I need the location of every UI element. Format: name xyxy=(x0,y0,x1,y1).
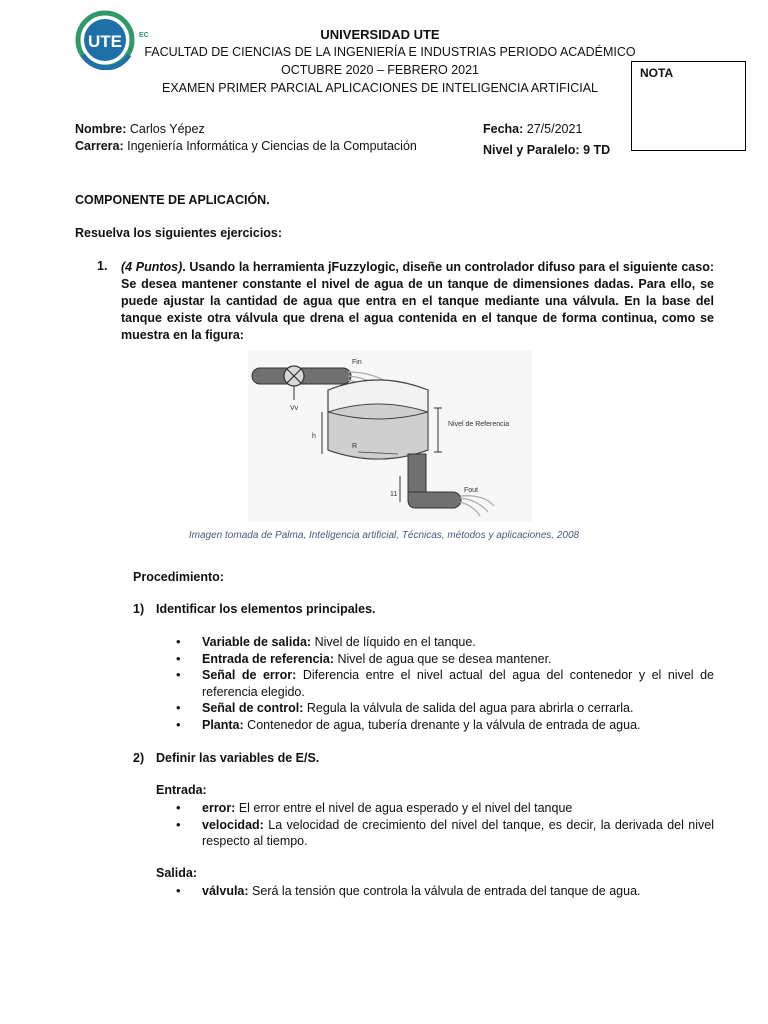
list-item: • velocidad: La velocidad de crecimiento del nivel del tanque, es decir, la derivada del nivel respecto al tiempo. xyxy=(176,817,714,850)
faculty-line: FACULTAD DE CIENCIAS DE LA INGENIERÍA E INDUSTRIAS PERIODO ACADÉMICO xyxy=(144,45,636,59)
step1-list xyxy=(176,634,714,733)
period-line: OCTUBRE 2020 – FEBRERO 2021 xyxy=(281,63,479,77)
nota-label: NOTA xyxy=(640,66,674,80)
vv-label: Vv xyxy=(290,405,299,412)
career-label: Carrera: xyxy=(75,139,124,153)
list-item: • Señal de error: Diferencia entre el nivel actual del agua del contenedor y el nivel de referencia elegido. xyxy=(176,667,714,700)
outlet-pipe-vertical xyxy=(408,454,426,498)
exercise-paragraph xyxy=(121,259,714,344)
instruction-text: Resuelva los siguientes ejercicios: xyxy=(75,226,283,240)
list-item: • Planta: Contenedor de agua, tubería drenante y la válvula de entrada de agua. xyxy=(176,717,714,734)
logo-suffix: EC xyxy=(139,32,149,39)
exercise-points: (4 Puntos) xyxy=(121,260,183,274)
tank-water xyxy=(328,404,428,459)
step2-title: Definir las variables de E/S. xyxy=(156,751,320,765)
reference-label: Nivel de Referencia xyxy=(448,421,510,428)
outlet-pipe xyxy=(408,492,461,508)
section-title: COMPONENTE DE APLICACIÓN. xyxy=(75,193,270,207)
step1-title: Identificar los elementos principales. xyxy=(156,602,376,616)
list-item: • Entrada de referencia: Nivel de agua que se desea mantener. xyxy=(176,651,714,668)
output-title: Salida: xyxy=(156,866,197,880)
r-label: R xyxy=(352,443,358,450)
student-name-row xyxy=(75,122,205,136)
output-list xyxy=(176,883,714,900)
exercise-text: . Usando la herramienta jFuzzylogic, diseñe un controlador difuso para el siguiente caso: Se desea mantener constante el nivel de agua de un tanque de dimensiones dadas. Para ello, se puede ajustar la cantidad de agua que entra en el tanque mediante una válvula. En la base del tanque existe otra válvula que drena el agua contenida en el tanque de forma continua, como se muestra en la figura: xyxy=(121,260,715,342)
step1-number: 1) xyxy=(133,602,145,616)
level-value: 9 TD xyxy=(583,143,611,157)
level-label: Nivel y Paralelo: xyxy=(483,143,580,157)
n11-label: 11 xyxy=(390,491,398,498)
logo-text: UTE xyxy=(88,32,122,51)
list-item: • error: El error entre el nivel de agua esperado y el nivel del tanque xyxy=(176,800,714,817)
fout-label: Fout xyxy=(464,487,479,494)
date-row xyxy=(483,122,582,136)
fin-label: Fin xyxy=(352,359,362,366)
tank-diagram xyxy=(248,350,532,522)
list-item: • Variable de salida: Nivel de líquido en el tanque. xyxy=(176,634,714,651)
procedure-title: Procedimiento: xyxy=(133,570,224,584)
input-title: Entrada: xyxy=(156,783,207,797)
input-list xyxy=(176,800,714,850)
student-career-row xyxy=(75,139,417,153)
exam-title: EXAMEN PRIMER PARCIAL APLICACIONES DE INTELIGENCIA ARTIFICIAL xyxy=(162,81,598,95)
h-label: h xyxy=(312,433,316,440)
figure-caption: Imagen tomada de Palma, Inteligencia artificial, Técnicas, métodos y aplicaciones, 2008 xyxy=(188,530,580,541)
list-item: • Señal de control: Regula la válvula de salida del agua para abrirla o cerrarla. xyxy=(176,700,714,717)
university-title: UNIVERSIDAD UTE xyxy=(320,27,440,42)
level-row xyxy=(483,143,610,157)
exercise-number: 1. xyxy=(97,259,108,273)
date-value: 27/5/2021 xyxy=(526,122,583,136)
tank-figure xyxy=(248,350,532,522)
step2-number: 2) xyxy=(133,751,145,765)
name-value: Carlos Yépez xyxy=(129,122,205,136)
name-label: Nombre: xyxy=(75,122,127,136)
date-label: Fecha: xyxy=(483,122,524,136)
nota-box xyxy=(631,61,746,151)
list-item: • válvula: Será la tensión que controla la válvula de entrada del tanque de agua. xyxy=(176,883,714,900)
career-value: Ingeniería Informática y Ciencias de la Computación xyxy=(127,139,417,153)
